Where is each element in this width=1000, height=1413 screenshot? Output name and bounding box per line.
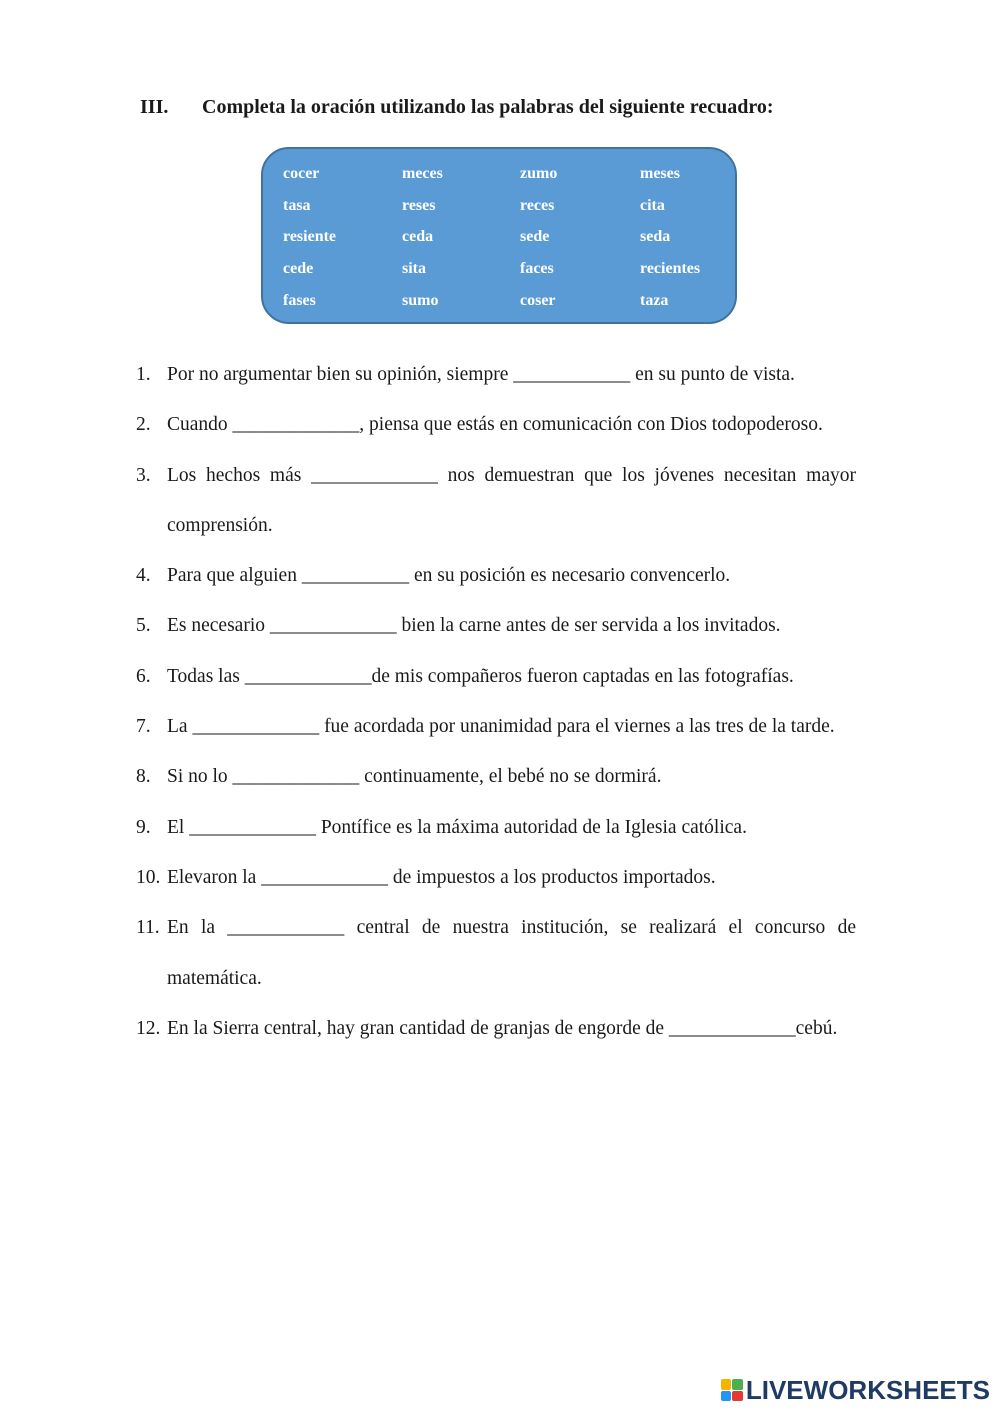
word-bank-word: resiente (283, 228, 337, 246)
word-bank-word: recientes (640, 260, 701, 278)
sentence-text: La _____________ fue acordada por unanimidad para el viernes a las tres de la tarde. (167, 716, 835, 738)
sentence-number: 9. (136, 816, 151, 838)
sentence-list (136, 350, 856, 1054)
word-bank-word: reces (520, 196, 555, 214)
word-bank-word: cita (640, 196, 665, 214)
sentence-item (136, 702, 856, 752)
word-bank-word: reses (402, 196, 436, 214)
word-bank-word: tasa (283, 196, 311, 214)
sentence-number: 11. (136, 917, 160, 939)
word-bank-word: sumo (402, 291, 439, 309)
sentence-text: Los hechos más _____________ nos demuestran que los jóvenes necesitan mayor comprensión. (167, 464, 856, 536)
sentence-number: 6. (136, 665, 151, 687)
sentence-item (136, 903, 856, 1004)
sentence-item (136, 601, 856, 651)
word-bank-word: seda (640, 228, 671, 246)
sentence-number: 7. (136, 716, 151, 738)
section-heading (140, 96, 774, 119)
sentence-item (136, 853, 856, 903)
sentence-item (136, 350, 856, 400)
logo-square (732, 1379, 743, 1390)
word-bank-word: zumo (520, 165, 558, 182)
word-bank-word: taza (640, 291, 669, 309)
word-bank-word: cede (283, 260, 314, 278)
sentence-number: 3. (136, 464, 151, 486)
logo-square (721, 1379, 732, 1390)
logo-square (721, 1391, 732, 1402)
sentence-item (136, 400, 856, 450)
sentence-item (136, 1004, 856, 1054)
sentence-text: El _____________ Pontífice es la máxima autoridad de la Iglesia católica. (167, 816, 747, 838)
logo-text: LIVEWORKSHEETS (745, 1374, 990, 1405)
sentence-item (136, 752, 856, 802)
sentence-text: Cuando _____________, piensa que estás en comunicación con Dios todopoderoso. (167, 414, 823, 436)
liveworksheets-logo (721, 1375, 990, 1405)
sentence-item (136, 551, 856, 601)
sentence-number: 8. (136, 766, 151, 788)
section-instruction: Completa la oración utilizando las palabras del siguiente recuadro: (202, 96, 774, 118)
word-bank-word: cocer (283, 165, 320, 182)
sentence-text: Elevaron la _____________ de impuestos a los productos importados. (167, 866, 716, 888)
word-bank-grid (283, 163, 740, 321)
section-number: III. (140, 96, 169, 118)
word-bank-word: meces (402, 165, 443, 182)
sentence-number: 5. (136, 615, 151, 637)
word-bank-word: meses (640, 165, 680, 182)
sentence-text: En la Sierra central, hay gran cantidad de granjas de engorde de _____________cebú. (167, 1017, 838, 1039)
sentence-text: Para que alguien ___________ en su posición es necesario convencerlo. (167, 565, 731, 587)
sentence-number: 4. (136, 565, 151, 587)
sentence-text: Si no lo _____________ continuamente, el bebé no se dormirá. (167, 766, 662, 788)
sentence-text: Es necesario _____________ bien la carne antes de ser servida a los invitados. (167, 615, 781, 637)
sentence-item (136, 451, 856, 552)
sentence-number: 10. (136, 866, 161, 888)
sentence-number: 1. (136, 364, 151, 385)
sentence-number: 2. (136, 414, 151, 436)
sentence-text: Por no argumentar bien su opinión, siempre ____________ en su punto de vista. (167, 364, 795, 385)
word-bank-word: sita (402, 260, 426, 278)
sentence-item (136, 652, 856, 702)
sentence-number: 12. (136, 1017, 161, 1039)
liveworksheets-logo-icon (721, 1379, 743, 1401)
word-bank-word: coser (520, 291, 556, 309)
word-bank-box (261, 147, 737, 324)
word-bank-word: faces (520, 260, 554, 278)
logo-square (732, 1391, 743, 1402)
word-bank-word: fases (283, 291, 316, 309)
sentence-text: En la ____________ central de nuestra institución, se realizará el concurso de matemática. (167, 917, 856, 989)
sentence-item (136, 803, 856, 853)
word-bank-word: ceda (402, 228, 434, 246)
sentence-text: Todas las _____________de mis compañeros fueron captadas en las fotografías. (167, 665, 794, 687)
word-bank-word: sede (520, 228, 550, 246)
